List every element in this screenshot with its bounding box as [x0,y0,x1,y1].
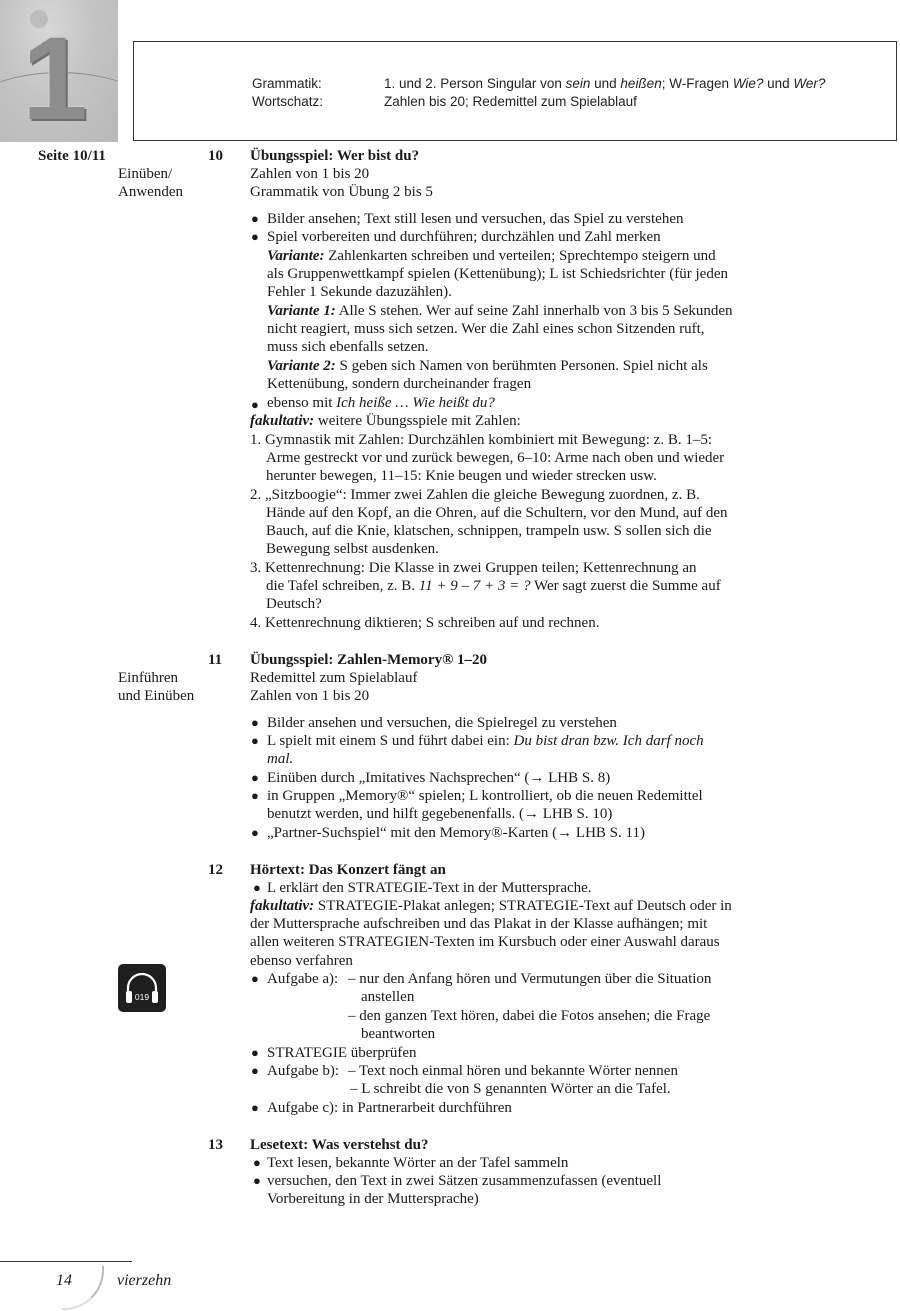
numbered-item: 3. Kettenrechnung: Die Klasse in zwei Gruppen teilen; Kettenrechnung an [250,560,697,576]
bullet-icon: ● [253,1155,261,1170]
section-title: Übungsspiel: Zahlen-Memory® 1–20 [250,652,488,668]
list-item: Text lesen, bekannte Wörter an der Tafel sammeln [267,1155,569,1171]
bullet-icon: ● [251,770,259,785]
variant-text: Variante: Zahlenkarten schreiben und verteilen; Sprechtempo steigern und [267,248,716,264]
chapter-number: 1 [22,13,88,142]
section-subtitle: Redemittel zum Spielablauf [250,670,418,686]
bullet-icon: ● [251,1045,259,1060]
phase-label: Einführen [118,670,178,686]
bullet-icon: ● [251,229,259,244]
list-item: benutzt werden, und hilft gegebenenfalls. (→ LHB S. 10) [267,806,613,822]
variant-text: Fehler 1 Sekunde dazuzählen). [267,284,452,300]
optional-note: der Muttersprache aufschreiben und das Plakat in der Klasse aufhängen; mit [250,916,708,932]
numbered-item: 1. Gymnastik mit Zahlen: Durchzählen kombiniert mit Bewegung: z. B. 1–5: [250,432,712,448]
bullet-icon: ● [251,1100,259,1115]
numbered-item: herunter bewegen, 11–15: Knie beugen und wieder strecken usw. [266,468,657,484]
optional-note: ebenso verfahren [250,953,353,969]
page-number: 14 [56,1272,72,1289]
phase-label: und Einüben [118,688,195,704]
optional-note: allen weiteren STRATEGIEN-Texten im Kursbuch oder einer Auswahl daraus [250,934,720,950]
audio-track-number: 019 [134,992,150,1002]
task-step: – L schreibt die von S genannten Wörter an die Tafel. [350,1081,671,1097]
chapter-badge [0,0,118,142]
task-step: – Text noch einmal hören und bekannte Wörter nennen [348,1063,678,1079]
list-item: Bilder ansehen und versuchen, die Spielregel zu verstehen [267,715,617,731]
numbered-item: Deutsch? [266,596,322,612]
section-number: 11 [208,652,223,668]
optional-note: fakultativ: STRATEGIE-Plakat anlegen; STRATEGIE-Text auf Deutsch oder in [250,898,732,914]
bullet-icon: ● [253,1173,261,1188]
numbered-item: Hände auf den Kopf, an die Ohren, auf die Schultern, vor den Mund, auf den [266,505,728,521]
variant-text: als Gruppenwettkampf spielen (Kettenübung); L ist Schiedsrichter (für jeden [267,266,728,282]
list-item: mal. [267,751,294,767]
variant-2-text: Kettenübung, sondern durcheinander fragen [267,376,532,392]
audio-track-badge[interactable] [118,964,166,1012]
bullet-icon: ● [251,733,259,748]
section-subtitle: Zahlen von 1 bis 20 [250,166,370,182]
list-item: Einüben durch „Imitatives Nachsprechen“ (→ LHB S. 8) [267,770,611,786]
variant-2-text: Variante 2: S geben sich Namen von berühmten Personen. Spiel nicht als [267,358,708,374]
section-subtitle: Grammatik von Übung 2 bis 5 [250,184,433,200]
phase-label: Einüben/ [118,166,173,182]
list-item: Bilder ansehen; Text still lesen und versuchen, das Spiel zu verstehen [267,211,684,227]
variant-1-text: muss sich ebenfalls setzen. [267,339,429,355]
list-item: L spielt mit einem S und führt dabei ein: Du bist dran bzw. Ich darf noch [267,733,704,749]
numbered-item: 2. „Sitzboogie“: Immer zwei Zahlen die gleiche Bewegung zuordnen, z. B. [250,487,700,503]
section-number: 10 [208,148,223,164]
bullet-icon: ● [251,1063,259,1078]
list-item: in Gruppen „Memory®“ spielen; L kontrolliert, ob die neuen Redemittel [267,788,703,804]
list-item: Spiel vorbereiten und durchführen; durchzählen und Zahl merken [267,229,661,245]
vocab-value: Zahlen bis 20; Redemittel zum Spielablauf [384,94,637,109]
bullet-icon: ● [251,211,259,226]
page-reference: Seite 10/11 [38,148,106,164]
numbered-item: 4. Kettenrechnung diktieren; S schreiben auf und rechnen. [250,615,600,631]
bullet-icon: ● [251,788,259,803]
task-step: beantworten [361,1026,436,1042]
optional-note: fakultativ: weitere Übungsspiele mit Zahlen: [250,413,521,429]
section-title: Hörtext: Das Konzert fängt an [250,862,446,878]
bullet-icon: ● [251,971,259,986]
list-item: ebenso mit Ich heiße … Wie heißt du? [267,395,495,411]
section-title: Übungsspiel: Wer bist du? [250,148,420,164]
vocab-label: Wortschatz: [252,94,324,109]
variant-1-text: nicht reagiert, muss sich setzen. Wer die Zahl eines schon Sitzenden ruft, [267,321,705,337]
bullet-icon: ● [253,880,261,895]
grammar-label: Grammatik: [252,76,322,91]
task-step: – nur den Anfang hören und Vermutungen über die Situation [348,971,712,987]
bullet-icon: ● [251,715,259,730]
section-subtitle: Zahlen von 1 bis 20 [250,688,370,704]
bullet-icon: ● [251,825,259,840]
summary-box [133,41,897,141]
list-item: L erklärt den STRATEGIE-Text in der Muttersprache. [267,880,592,896]
page-number-word: vierzehn [117,1272,172,1289]
numbered-item: Bauch, auf die Knie, klatschen, schnippen, trampeln usw. S sollen sich die [266,523,712,539]
list-item: versuchen, den Text in zwei Sätzen zusammenzufassen (eventuell [267,1173,662,1189]
footer-rule [0,1261,132,1262]
numbered-item: Bewegung selbst ausdenken. [266,541,439,557]
phase-label: Anwenden [118,184,183,200]
bullet-icon: ● [251,397,259,412]
headphones-icon [118,964,166,1012]
task-step: – den ganzen Text hören, dabei die Fotos ansehen; die Frage [348,1008,711,1024]
list-item: „Partner-Suchspiel“ mit den Memory®-Karten (→ LHB S. 11) [267,825,645,841]
numbered-item: Arme gestreckt vor und zurück bewegen, 6–10: Arme nach oben und wieder [266,450,725,466]
section-number: 13 [208,1137,223,1153]
task-label: Aufgabe a): [267,971,339,987]
variant-1-text: Variante 1: Alle S stehen. Wer auf seine Zahl innerhalb von 3 bis 5 Sekunden [267,303,733,319]
section-number: 12 [208,862,223,878]
task-label: Aufgabe b): [267,1063,340,1079]
list-item: STRATEGIE überprüfen [267,1045,417,1061]
numbered-item: die Tafel schreiben, z. B. 11 + 9 – 7 + 3 = ? Wer sagt zuerst die Summe auf [266,578,721,594]
section-title: Lesetext: Was verstehst du? [250,1137,429,1153]
list-item: Aufgabe c): in Partnerarbeit durchführen [267,1100,512,1116]
list-item: Vorbereitung in der Muttersprache) [267,1191,479,1207]
task-step: anstellen [361,989,415,1005]
grammar-value: 1. und 2. Person Singular von sein und heißen; W-Fragen Wie? und Wer? [384,76,826,91]
